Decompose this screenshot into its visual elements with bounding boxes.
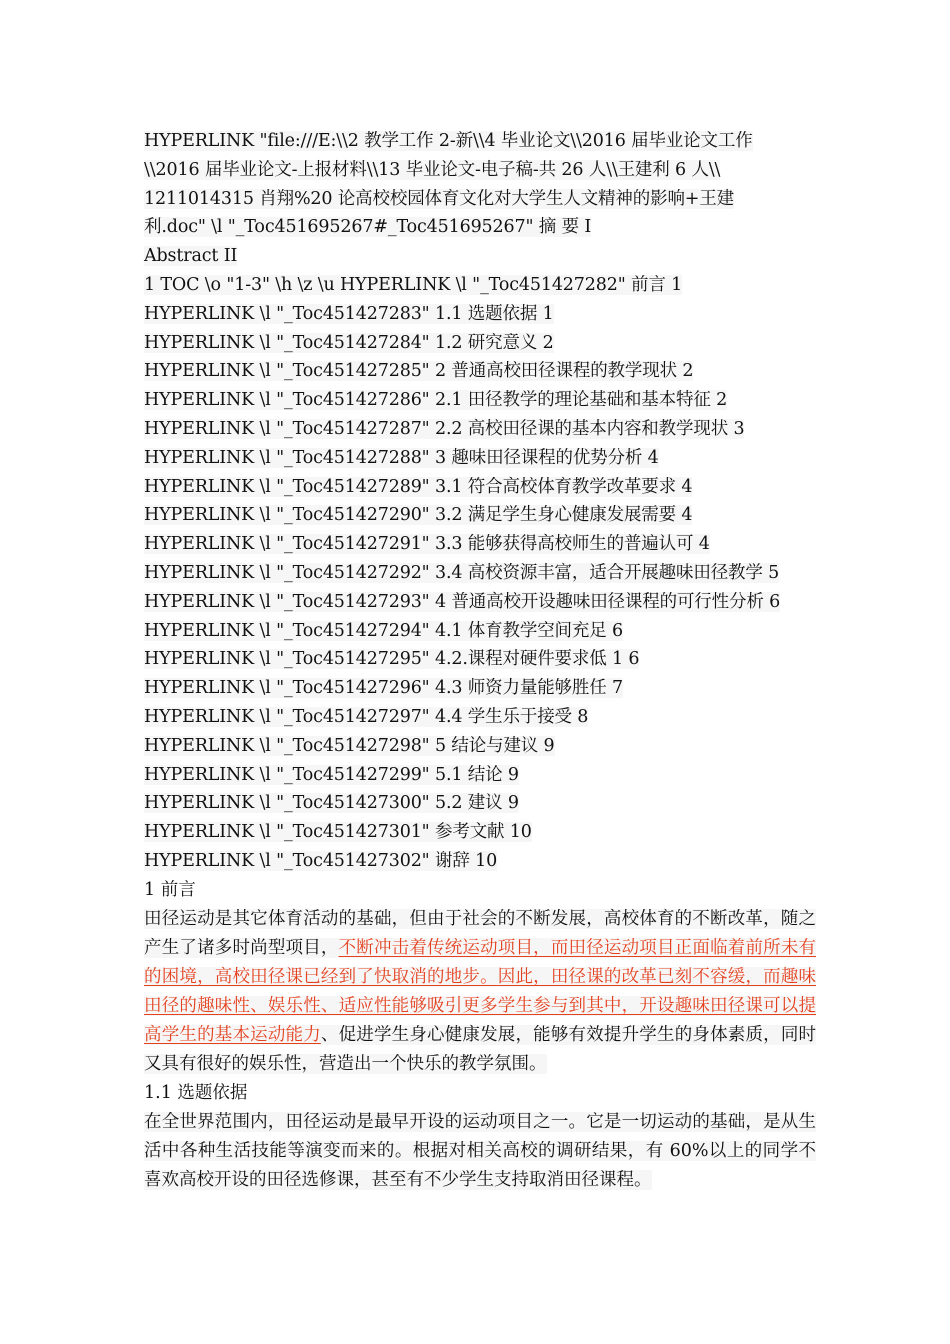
preface-text-end: 、促进学生身心健康发展，能够有效提升学生的身体素质，同时又具有很好的娱乐性，营造出一个快乐的教学氛围。 — [144, 1024, 817, 1074]
toc-entry[interactable]: HYPERLINK \l "_Toc451427290" 3.2 满足学生身心健康发展需要 4 — [144, 505, 693, 526]
toc-entry[interactable]: HYPERLINK \l "_Toc451427299" 5.1 结论 9 — [144, 764, 519, 785]
toc-entry[interactable]: HYPERLINK \l "_Toc451427295" 4.2.课程对硬件要求低 1 6 — [144, 649, 640, 670]
preface-marked-text-2: 因此，田径课的改革已刻不容缓，而趣味田径的趣味性、娱乐性、适应性能够吸引更多学生参与到其中，开设趣味田径课可以提高学生的基本运动能力 — [144, 966, 817, 1045]
toc-entry[interactable]: HYPERLINK \l "_Toc451427302" 谢辞 10 — [144, 850, 498, 871]
preface-marked-text-1: 不断冲击着传统运动项目，而田径运动项目正面临着前所未有的困境，高校田径课已经到了快取消的地步。 — [144, 937, 817, 987]
toc-entry[interactable]: HYPERLINK \l "_Toc451427294" 4.1 体育教学空间充足 6 — [144, 620, 623, 641]
toc-entry[interactable]: HYPERLINK \l "_Toc451427301" 参考文献 10 — [144, 822, 532, 843]
section-heading-preface: 1 前言 — [144, 879, 196, 900]
header-link-line[interactable]: 利.doc" \l "_Toc451695267#_Toc451695267" 摘 要 I — [144, 217, 592, 238]
preface-text-start: 田径运动是其它体育活动的基础，但由于社会的不断发展，高校体育的不断改革，随之产生了诸多时尚型项目， — [144, 908, 816, 958]
toc-entry[interactable]: HYPERLINK \l "_Toc451427297" 4.4 学生乐于接受 8 — [144, 706, 589, 727]
toc-entry[interactable]: HYPERLINK \l "_Toc451427293" 4 普通高校开设趣味田径课程的可行性分析 6 — [144, 591, 781, 612]
document-body — [144, 127, 816, 1195]
header-link-line[interactable]: HYPERLINK "file:///E:\\2 教学工作 2-新\\4 毕业论文\\2016 届毕业论文工作 — [144, 131, 753, 151]
topic-basis-text: 在全世界范围内，田径运动是最早开设的运动项目之一。它是一切运动的基础，是从生活中各种生活技能等演变而来的。根据对相关高校的调研结果，有 60%以上的同学不喜欢高校开设的田径选修课，甚至有不少学生支持取消田径课程。 — [144, 1111, 816, 1190]
header-link-line[interactable]: 1211014315 肖翔%20 论高校校园体育文化对大学生人文精神的影响+王建 — [144, 188, 735, 209]
toc-entry[interactable]: HYPERLINK \l "_Toc451427285" 2 普通高校田径课程的教学现状 2 — [144, 361, 694, 382]
toc-entry[interactable]: HYPERLINK \l "_Toc451427298" 5 结论与建议 9 — [144, 735, 555, 756]
topic-basis-paragraph — [144, 1108, 816, 1195]
toc-entry[interactable]: HYPERLINK \l "_Toc451427291" 3.3 能够获得高校师生的普遍认可 4 — [144, 534, 710, 555]
table-of-contents — [144, 242, 816, 876]
toc-entry[interactable]: HYPERLINK \l "_Toc451427296" 4.3 师资力量能够胜任 7 — [144, 678, 623, 699]
toc-entry[interactable]: HYPERLINK \l "_Toc451427283" 1.1 选题依据 1 — [144, 303, 554, 324]
toc-entry[interactable]: HYPERLINK \l "_Toc451427288" 3 趣味田径课程的优势分析 4 — [144, 447, 659, 468]
toc-entry[interactable]: HYPERLINK \l "_Toc451427289" 3.1 符合高校体育教学改革要求 4 — [144, 476, 693, 497]
preface-paragraph — [144, 905, 816, 1079]
header-link-block — [144, 127, 816, 242]
toc-entry[interactable]: HYPERLINK \l "_Toc451427300" 5.2 建议 9 — [144, 793, 519, 814]
toc-entry[interactable]: HYPERLINK \l "_Toc451427287" 2.2 高校田径课的基本内容和教学现状 3 — [144, 418, 745, 439]
section-heading-topic-basis: 1.1 选题依据 — [144, 1082, 248, 1103]
toc-entry[interactable]: HYPERLINK \l "_Toc451427284" 1.2 研究意义 2 — [144, 332, 554, 353]
header-link-line[interactable]: \\2016 届毕业论文-上报材料\\13 毕业论文-电子稿-共 26 人\\王建利 6 人\\ — [144, 159, 721, 180]
toc-entry[interactable]: Abstract II — [144, 246, 238, 267]
toc-entry[interactable]: HYPERLINK \l "_Toc451427292" 3.4 高校资源丰富，适合开展趣味田径教学 5 — [144, 562, 780, 583]
toc-entry[interactable]: HYPERLINK \l "_Toc451427286" 2.1 田径教学的理论基础和基本特征 2 — [144, 390, 728, 411]
toc-entry[interactable]: 1 TOC \o "1-3" \h \z \u HYPERLINK \l "_Toc451427282" 前言 1 — [144, 274, 683, 295]
